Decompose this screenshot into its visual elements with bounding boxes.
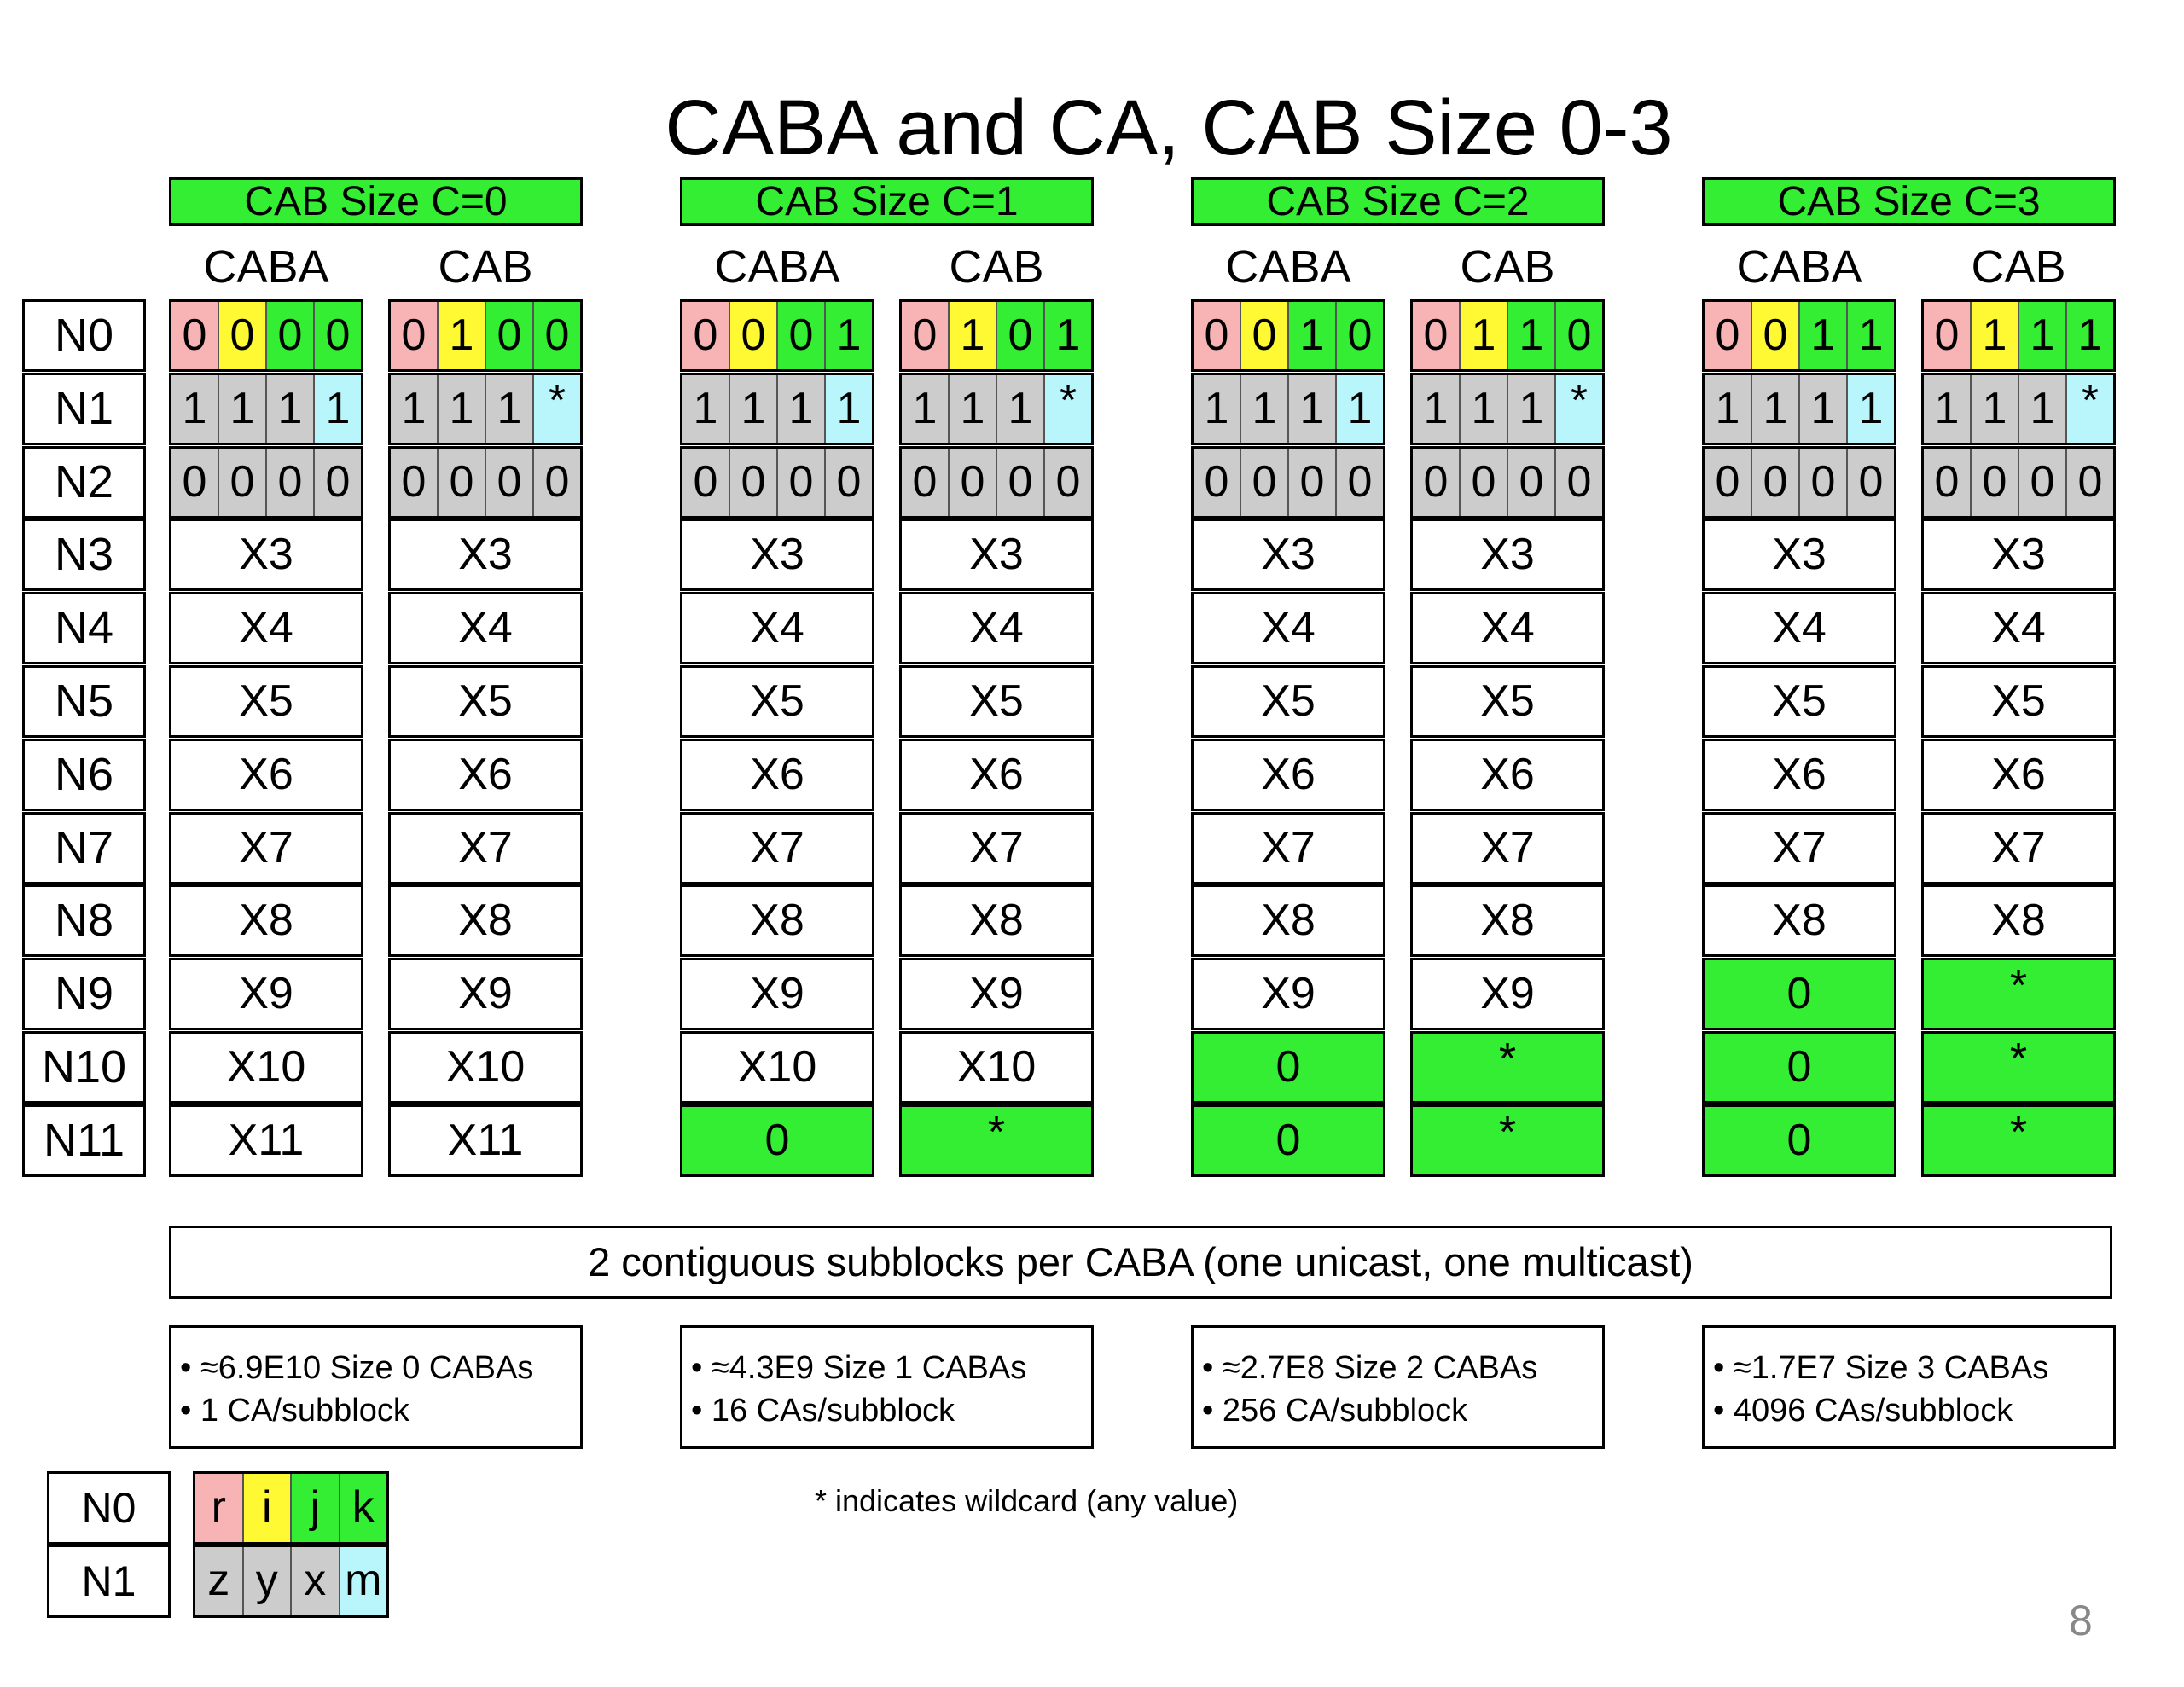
caba-n1-bit-0: 1 — [171, 375, 218, 443]
row-label-n8: N8 — [22, 884, 146, 957]
cab-n2-bit-1: 0 — [1459, 449, 1507, 516]
cab-n2-bit-3: 0 — [1043, 449, 1091, 516]
legend-n1-bit-0: z — [195, 1547, 242, 1615]
caba-col-label: CABA — [1225, 241, 1351, 293]
cab-cell: X5 — [388, 665, 583, 738]
caba-n1 — [1702, 373, 1896, 445]
size-info-line: • 4096 CAs/subblock — [1713, 1393, 2013, 1429]
caba-n0 — [1191, 299, 1385, 372]
caba-cell: X5 — [680, 665, 874, 738]
cab-cell: X3 — [1410, 519, 1605, 591]
caba-n2-bit-3: 0 — [1846, 449, 1894, 516]
cab-n2-bit-2: 0 — [485, 449, 532, 516]
caba-cell: 0 — [1702, 958, 1896, 1030]
cab-cell: * — [1410, 1031, 1605, 1104]
legend-n1-bit-1: y — [242, 1547, 291, 1615]
caba-n2-bit-1: 0 — [218, 449, 265, 516]
cab-n2-bit-2: 0 — [996, 449, 1043, 516]
caba-n0-bit-2: 0 — [776, 302, 824, 369]
caba-cell: X6 — [680, 739, 874, 811]
caba-n0-bit-0: 0 — [171, 302, 218, 369]
cab-cell: * — [1410, 1104, 1605, 1177]
cab-n0 — [1921, 299, 2116, 372]
cab-n0 — [388, 299, 583, 372]
cab-cell: X8 — [899, 884, 1094, 957]
caba-cell: X10 — [680, 1031, 874, 1104]
cab-n0-bit-2: 0 — [485, 302, 532, 369]
cab-cell: * — [899, 1104, 1094, 1177]
caba-col-label: CABA — [203, 241, 329, 293]
caba-n1-bit-0: 1 — [1194, 375, 1240, 443]
cab-n2 — [1410, 446, 1605, 519]
caba-n0-bit-3: 1 — [1846, 302, 1894, 369]
cab-n1-bit-0: 1 — [902, 375, 948, 443]
cab-size-header-1: CAB Size C=1 — [680, 177, 1094, 226]
legend-n1-bit-3: m — [339, 1547, 387, 1615]
legend-n0-bit-1: i — [242, 1474, 291, 1542]
caba-n0-bit-0: 0 — [1705, 302, 1751, 369]
caba-n1-bit-3: 1 — [313, 375, 361, 443]
legend-n0 — [193, 1471, 389, 1545]
caba-n1-bit-3: 1 — [824, 375, 872, 443]
caba-n2-bit-2: 0 — [265, 449, 313, 516]
cab-n1-bit-3: * — [1554, 375, 1602, 443]
cab-n1-bit-1: 1 — [1459, 375, 1507, 443]
caba-cell: 0 — [1702, 1031, 1896, 1104]
cab-n0-bit-2: 1 — [2018, 302, 2065, 369]
cab-cell: X3 — [388, 519, 583, 591]
caba-n1-bit-0: 1 — [1705, 375, 1751, 443]
cab-cell: * — [1921, 958, 2116, 1030]
cab-cell: X10 — [388, 1031, 583, 1104]
caba-n1-bit-2: 1 — [265, 375, 313, 443]
page-number: 8 — [2069, 1597, 2093, 1644]
cab-n1-bit-2: 1 — [485, 375, 532, 443]
size-info-box-1 — [680, 1325, 1094, 1449]
cab-cell: X7 — [388, 812, 583, 884]
cab-cell: X6 — [1921, 739, 2116, 811]
caba-n1 — [169, 373, 363, 445]
caba-n1-bit-2: 1 — [776, 375, 824, 443]
caba-n0-bit-3: 0 — [1335, 302, 1383, 369]
cab-n1-bit-1: 1 — [437, 375, 485, 443]
caba-cell: X11 — [169, 1104, 363, 1177]
caba-n1-bit-1: 1 — [1240, 375, 1287, 443]
caba-cell: 0 — [1702, 1104, 1896, 1177]
caba-cell: X7 — [1702, 812, 1896, 884]
caba-cell: 0 — [1191, 1031, 1385, 1104]
cab-n0-bit-0: 0 — [902, 302, 948, 369]
cab-n0-bit-0: 0 — [1924, 302, 1970, 369]
caba-n0-bit-3: 0 — [313, 302, 361, 369]
cab-n2-bit-2: 0 — [2018, 449, 2065, 516]
cab-n1-bit-0: 1 — [391, 375, 437, 443]
cab-n2-bit-1: 0 — [948, 449, 996, 516]
subblock-banner: 2 contiguous subblocks per CABA (one unicast, one multicast) — [169, 1226, 2112, 1299]
cab-n1 — [1921, 373, 2116, 445]
caba-cell: X7 — [680, 812, 874, 884]
caba-cell: X5 — [1191, 665, 1385, 738]
caba-n2-bit-0: 0 — [1194, 449, 1240, 516]
cab-n1-bit-0: 1 — [1924, 375, 1970, 443]
caba-n2 — [680, 446, 874, 519]
cab-cell: X7 — [1921, 812, 2116, 884]
size-info-line: • ≈2.7E8 Size 2 CABAs — [1202, 1350, 1538, 1386]
cab-n0-bit-1: 1 — [1459, 302, 1507, 369]
cab-n2-bit-1: 0 — [437, 449, 485, 516]
cab-n1-bit-1: 1 — [1970, 375, 2018, 443]
cab-size-header-3: CAB Size C=3 — [1702, 177, 2116, 226]
caba-cell: X4 — [680, 592, 874, 664]
legend-n0-bit-2: j — [290, 1474, 339, 1542]
cab-n2-bit-0: 0 — [391, 449, 437, 516]
size-info-box-3 — [1702, 1325, 2116, 1449]
cab-cell: * — [1921, 1104, 2116, 1177]
cab-n0 — [1410, 299, 1605, 372]
caba-n0-bit-0: 0 — [1194, 302, 1240, 369]
caba-n1 — [680, 373, 874, 445]
cab-n2-bit-0: 0 — [1413, 449, 1459, 516]
cab-n1-bit-1: 1 — [948, 375, 996, 443]
caba-cell: X8 — [1702, 884, 1896, 957]
caba-n1-bit-2: 1 — [1798, 375, 1846, 443]
cab-n2-bit-3: 0 — [1554, 449, 1602, 516]
cab-n2 — [388, 446, 583, 519]
size-info-line: • ≈1.7E7 Size 3 CABAs — [1713, 1350, 2049, 1386]
size-info-box-0 — [169, 1325, 583, 1449]
caba-n1-bit-1: 1 — [1751, 375, 1798, 443]
caba-cell: X5 — [1702, 665, 1896, 738]
caba-n0-bit-0: 0 — [682, 302, 729, 369]
caba-n0 — [169, 299, 363, 372]
cab-cell: X8 — [1921, 884, 2116, 957]
row-label-n5: N5 — [22, 665, 146, 738]
cab-n1-bit-2: 1 — [2018, 375, 2065, 443]
caba-n2-bit-0: 0 — [682, 449, 729, 516]
caba-n1-bit-0: 1 — [682, 375, 729, 443]
caba-n0-bit-2: 1 — [1287, 302, 1335, 369]
caba-n0-bit-1: 0 — [729, 302, 776, 369]
cab-n2-bit-1: 0 — [1970, 449, 2018, 516]
cab-cell: X9 — [1410, 958, 1605, 1030]
caba-cell: X6 — [1702, 739, 1896, 811]
cab-cell: X9 — [899, 958, 1094, 1030]
caba-n0-bit-3: 1 — [824, 302, 872, 369]
caba-col-label: CABA — [1736, 241, 1862, 293]
legend-n0-bit-3: k — [339, 1474, 387, 1542]
row-label-n1: N1 — [22, 373, 146, 445]
caba-n2-bit-2: 0 — [1287, 449, 1335, 516]
cab-n0-bit-3: 0 — [532, 302, 580, 369]
caba-cell: X3 — [1702, 519, 1896, 591]
size-info-box-2 — [1191, 1325, 1605, 1449]
cab-n1-bit-0: 1 — [1413, 375, 1459, 443]
size-info-line: • ≈6.9E10 Size 0 CABAs — [180, 1350, 534, 1386]
wildcard-note: * indicates wildcard (any value) — [815, 1483, 1239, 1518]
caba-n2 — [169, 446, 363, 519]
caba-cell: X8 — [680, 884, 874, 957]
caba-cell: 0 — [680, 1104, 874, 1177]
row-label-n10: N10 — [22, 1031, 146, 1104]
cab-n1-bit-3: * — [2065, 375, 2113, 443]
caba-n2-bit-3: 0 — [313, 449, 361, 516]
caba-n2-bit-2: 0 — [1798, 449, 1846, 516]
cab-n2-bit-2: 0 — [1507, 449, 1554, 516]
caba-n2-bit-1: 0 — [1751, 449, 1798, 516]
caba-n0-bit-2: 0 — [265, 302, 313, 369]
row-label-n0: N0 — [22, 299, 146, 372]
cab-n2-bit-3: 0 — [532, 449, 580, 516]
cab-col-label: CAB — [1460, 241, 1555, 293]
cab-cell: X8 — [388, 884, 583, 957]
cab-n0-bit-0: 0 — [1413, 302, 1459, 369]
caba-cell: X7 — [1191, 812, 1385, 884]
legend-n1-label: N1 — [47, 1545, 171, 1618]
caba-cell: X3 — [169, 519, 363, 591]
caba-n0-bit-2: 1 — [1798, 302, 1846, 369]
cab-n0-bit-1: 1 — [1970, 302, 2018, 369]
caba-n2-bit-0: 0 — [1705, 449, 1751, 516]
cab-cell: X5 — [899, 665, 1094, 738]
cab-cell: X10 — [899, 1031, 1094, 1104]
cab-n2 — [899, 446, 1094, 519]
row-label-n9: N9 — [22, 958, 146, 1030]
caba-n0-bit-1: 0 — [1240, 302, 1287, 369]
caba-cell: X5 — [169, 665, 363, 738]
cab-cell: X6 — [1410, 739, 1605, 811]
caba-cell: X9 — [1191, 958, 1385, 1030]
caba-n0-bit-1: 0 — [218, 302, 265, 369]
caba-cell: X4 — [1702, 592, 1896, 664]
cab-n0-bit-3: 1 — [1043, 302, 1091, 369]
cab-cell: X6 — [899, 739, 1094, 811]
row-label-n6: N6 — [22, 739, 146, 811]
cab-cell: * — [1921, 1031, 2116, 1104]
caba-n2-bit-1: 0 — [729, 449, 776, 516]
slide-title: CABA and CA, CAB Size 0-3 — [665, 84, 1673, 171]
cab-size-header-0: CAB Size C=0 — [169, 177, 583, 226]
caba-cell: X6 — [1191, 739, 1385, 811]
row-label-n3: N3 — [22, 519, 146, 591]
caba-n1-bit-1: 1 — [218, 375, 265, 443]
cab-n1-bit-2: 1 — [996, 375, 1043, 443]
caba-cell: X9 — [680, 958, 874, 1030]
caba-n2 — [1702, 446, 1896, 519]
caba-n0 — [680, 299, 874, 372]
caba-cell: 0 — [1191, 1104, 1385, 1177]
cab-cell: X7 — [899, 812, 1094, 884]
cab-cell: X5 — [1410, 665, 1605, 738]
row-label-n11: N11 — [22, 1104, 146, 1177]
caba-cell: X4 — [169, 592, 363, 664]
cab-col-label: CAB — [1971, 241, 2066, 293]
caba-cell: X6 — [169, 739, 363, 811]
cab-n1-bit-2: 1 — [1507, 375, 1554, 443]
cab-n2 — [1921, 446, 2116, 519]
cab-n0-bit-1: 1 — [948, 302, 996, 369]
row-label-n4: N4 — [22, 592, 146, 664]
caba-cell: X9 — [169, 958, 363, 1030]
cab-cell: X3 — [899, 519, 1094, 591]
cab-cell: X7 — [1410, 812, 1605, 884]
size-info-line: • 16 CAs/subblock — [691, 1393, 956, 1429]
caba-n1-bit-1: 1 — [729, 375, 776, 443]
cab-cell: X11 — [388, 1104, 583, 1177]
legend-n0-bit-0: r — [195, 1474, 242, 1542]
cab-n0-bit-2: 0 — [996, 302, 1043, 369]
cab-n0-bit-1: 1 — [437, 302, 485, 369]
legend-n1 — [193, 1545, 389, 1618]
row-label-n7: N7 — [22, 812, 146, 884]
caba-n1 — [1191, 373, 1385, 445]
cab-col-label: CAB — [438, 241, 533, 293]
cab-n2-bit-0: 0 — [902, 449, 948, 516]
cab-n0 — [899, 299, 1094, 372]
caba-col-label: CABA — [714, 241, 840, 293]
cab-cell: X9 — [388, 958, 583, 1030]
cab-n0-bit-0: 0 — [391, 302, 437, 369]
cab-col-label: CAB — [949, 241, 1044, 293]
cab-cell: X5 — [1921, 665, 2116, 738]
caba-n1-bit-3: 1 — [1335, 375, 1383, 443]
cab-n1 — [899, 373, 1094, 445]
cab-cell: X4 — [899, 592, 1094, 664]
cab-cell: X4 — [1410, 592, 1605, 664]
cab-size-header-2: CAB Size C=2 — [1191, 177, 1605, 226]
cab-n0-bit-2: 1 — [1507, 302, 1554, 369]
caba-cell: X3 — [680, 519, 874, 591]
legend-n0-label: N0 — [47, 1471, 171, 1545]
caba-cell: X8 — [1191, 884, 1385, 957]
caba-cell: X10 — [169, 1031, 363, 1104]
caba-n1-bit-3: 1 — [1846, 375, 1894, 443]
size-info-line: • 256 CA/subblock — [1202, 1393, 1468, 1429]
cab-cell: X8 — [1410, 884, 1605, 957]
caba-n2-bit-1: 0 — [1240, 449, 1287, 516]
size-info-line: • 1 CA/subblock — [180, 1393, 410, 1429]
cab-n1 — [388, 373, 583, 445]
caba-cell: X3 — [1191, 519, 1385, 591]
caba-n2 — [1191, 446, 1385, 519]
cab-n2-bit-3: 0 — [2065, 449, 2113, 516]
caba-n0 — [1702, 299, 1896, 372]
caba-n2-bit-2: 0 — [776, 449, 824, 516]
caba-n0-bit-1: 0 — [1751, 302, 1798, 369]
cab-n2-bit-0: 0 — [1924, 449, 1970, 516]
cab-cell: X3 — [1921, 519, 2116, 591]
caba-n2-bit-0: 0 — [171, 449, 218, 516]
size-info-line: • ≈4.3E9 Size 1 CABAs — [691, 1350, 1027, 1386]
cab-n1-bit-3: * — [532, 375, 580, 443]
caba-n2-bit-3: 0 — [824, 449, 872, 516]
row-label-n2: N2 — [22, 446, 146, 519]
caba-cell: X7 — [169, 812, 363, 884]
legend-n1-bit-2: x — [290, 1547, 339, 1615]
cab-cell: X4 — [388, 592, 583, 664]
caba-n1-bit-2: 1 — [1287, 375, 1335, 443]
cab-n1 — [1410, 373, 1605, 445]
cab-cell: X4 — [1921, 592, 2116, 664]
cab-n1-bit-3: * — [1043, 375, 1091, 443]
cab-n0-bit-3: 1 — [2065, 302, 2113, 369]
cab-n0-bit-3: 0 — [1554, 302, 1602, 369]
caba-cell: X8 — [169, 884, 363, 957]
caba-cell: X4 — [1191, 592, 1385, 664]
caba-n2-bit-3: 0 — [1335, 449, 1383, 516]
cab-cell: X6 — [388, 739, 583, 811]
